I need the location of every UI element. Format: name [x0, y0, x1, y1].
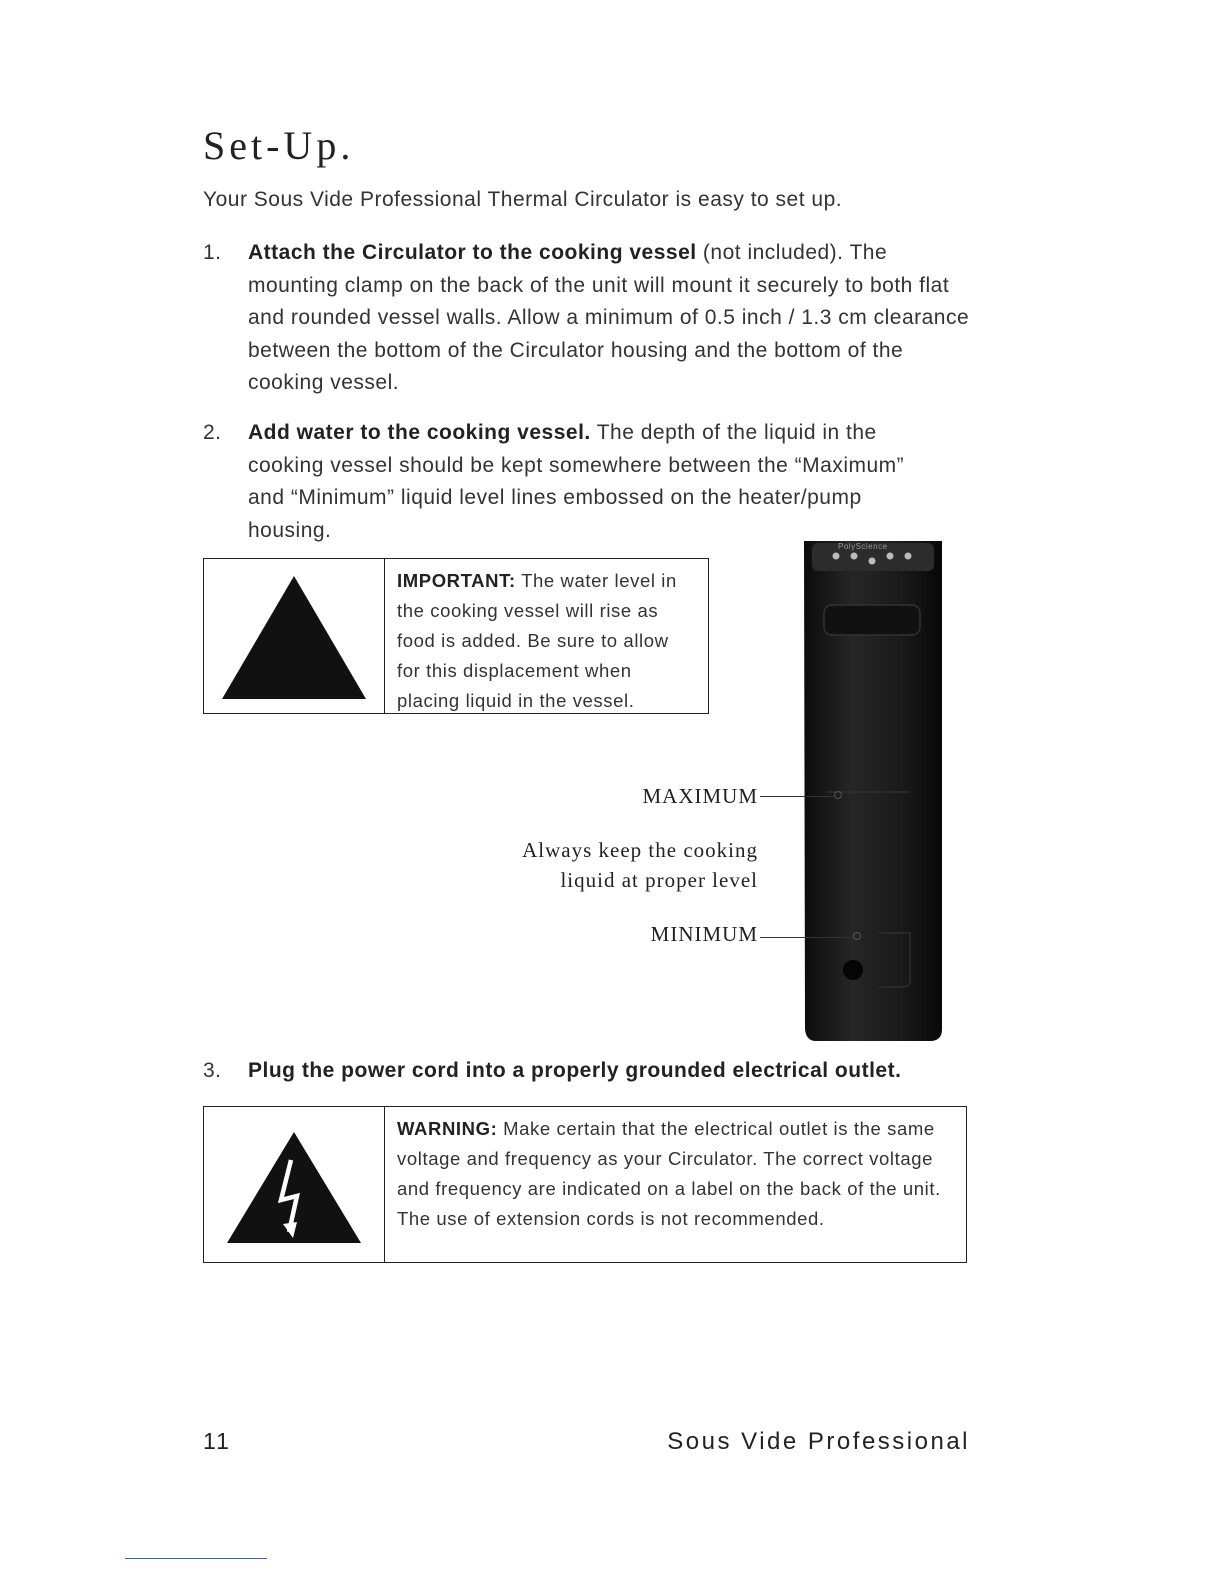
icon-cell	[204, 559, 385, 713]
level-note-line: liquid at proper level	[560, 868, 758, 892]
warning-callout	[203, 1106, 967, 1263]
maximum-leader-line	[760, 796, 834, 797]
minimum-leader-line	[760, 937, 853, 938]
page-number: 11	[203, 1428, 231, 1454]
circulator-device-image	[802, 541, 942, 1041]
footnote-rule	[125, 1558, 267, 1559]
warning-text	[385, 1107, 966, 1262]
warning-label: WARNING:	[397, 1118, 498, 1139]
step-heading: Add water to the cooking vessel.	[248, 421, 591, 444]
step-text	[248, 237, 973, 400]
maximum-label: MAXIMUM	[642, 784, 758, 808]
footer-brand: Sous Vide Professional	[667, 1428, 970, 1455]
step-heading: Plug the power cord into a properly grounded electrical outlet.	[248, 1059, 902, 1082]
minimum-marker	[853, 932, 861, 940]
step-text	[248, 417, 923, 547]
maximum-marker	[834, 791, 842, 799]
intro-text: Your Sous Vide Professional Thermal Circulator is easy to set up.	[203, 188, 843, 211]
page-title: Set-Up.	[203, 123, 355, 168]
important-body: The water level in the cooking vessel will rise as food is added. Be sure to allow for this displacement when placing liquid in the vessel.	[397, 570, 677, 711]
level-note	[522, 835, 758, 895]
level-note-line: Always keep the cooking	[522, 838, 758, 862]
step-number: 1.	[203, 241, 222, 264]
warning-body: Make certain that the electrical outlet is the same voltage and frequency as your Circulator. The correct voltage and frequency are indicated on a label on the back of the unit. The use of extension cords is not recommended.	[397, 1118, 941, 1229]
important-label: IMPORTANT:	[397, 570, 516, 591]
minimum-label: MINIMUM	[650, 922, 758, 946]
step-number: 2.	[203, 421, 222, 444]
step-body: (not included). The mounting clamp on the back of the unit will mount it securely to both flat and rounded vessel walls. Allow a minimum of 0.5 inch / 1.3 cm clearance between the bottom of the Circulator housing and the bottom of the cooking vessel.	[248, 241, 970, 394]
important-text	[385, 559, 708, 713]
step-number: 3.	[203, 1059, 222, 1082]
step-3	[203, 1055, 973, 1088]
important-callout	[203, 558, 709, 714]
step-body: The depth of the liquid in the cooking vessel should be kept somewhere between the “Maximum” and “Minimum” liquid level lines embossed on the heater/pump housing.	[248, 421, 905, 542]
step-2	[203, 417, 923, 547]
warning-triangle-icon	[214, 566, 374, 706]
device-brand: PolyScience	[838, 542, 888, 551]
icon-cell	[204, 1107, 385, 1262]
step-text	[248, 1055, 973, 1088]
step-heading: Attach the Circulator to the cooking vessel	[248, 241, 697, 264]
step-1	[203, 237, 973, 400]
electrical-hazard-icon	[219, 1120, 369, 1250]
